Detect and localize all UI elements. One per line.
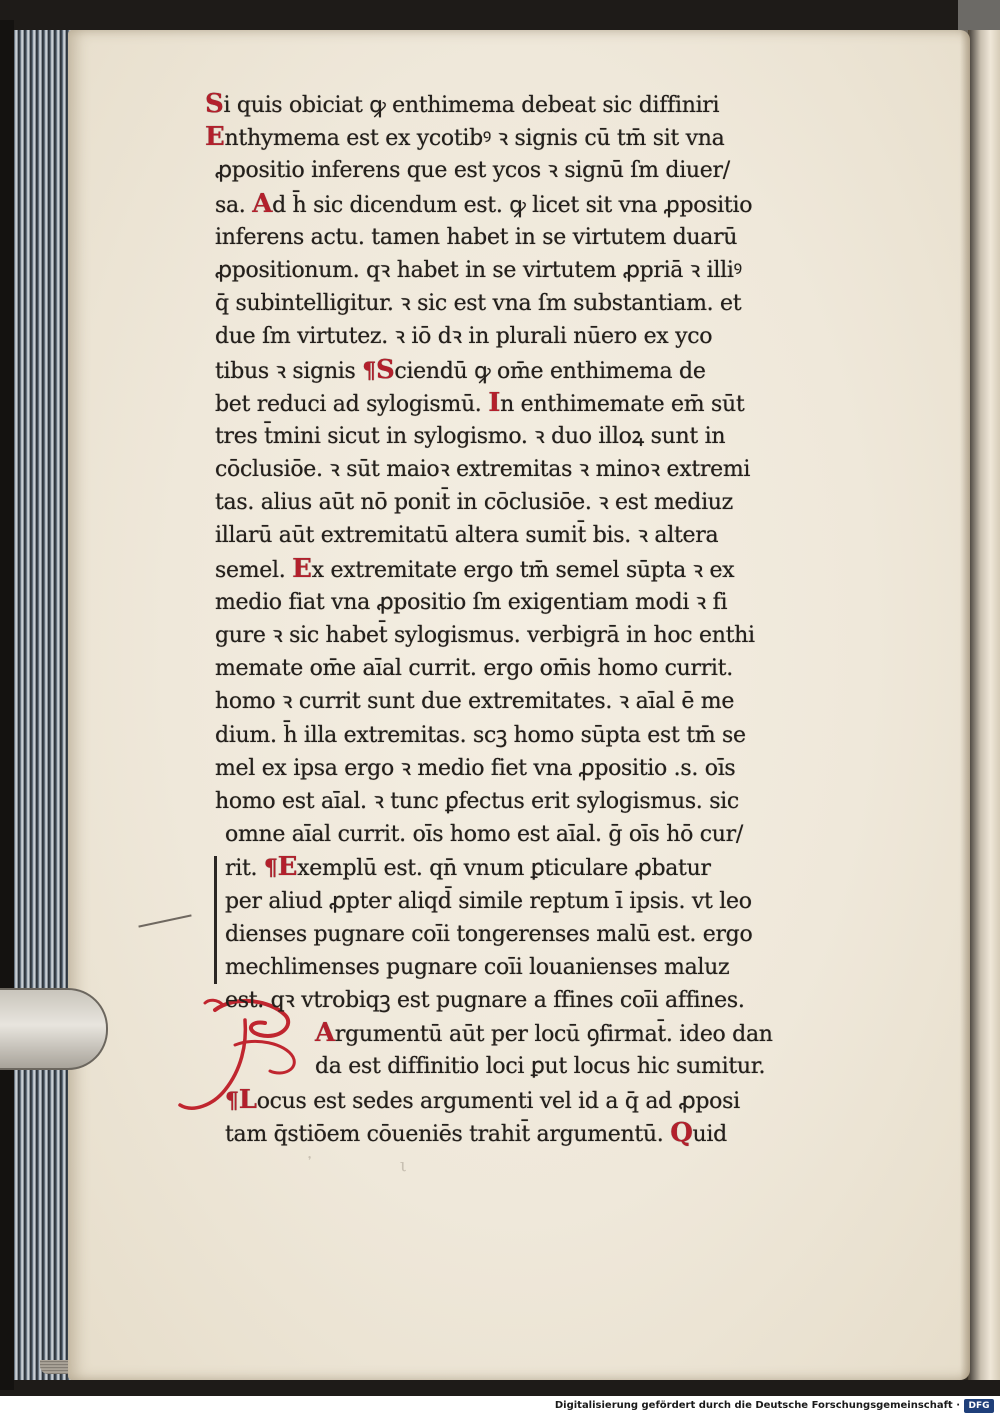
text-line (205, 154, 845, 187)
text-line (205, 287, 845, 320)
line-text: cōclusiōe. ꝛ sūt maioꝛ extremitas ꝛ minoꝛ extremi (215, 457, 751, 483)
text-line (205, 453, 845, 486)
line-text: i quis obiciat ꝙ enthimema debeat sic diffiniri (223, 93, 720, 118)
rubricated-initial: S (375, 354, 395, 385)
line-text: rit. (225, 856, 264, 882)
text-line (205, 586, 845, 619)
rubricated-initial: L (238, 1084, 257, 1115)
line-text: q̄ subintelligitur. ꝛ sic est vna ſm substantiam. et (215, 291, 742, 317)
line-text: dienses pugnare coīi tongerenses malū est. ergo (225, 921, 753, 947)
right-page-edge (968, 30, 1000, 1380)
line-text: mel ex ipsa ergo ꝛ medio fiet vna ꝓpositio .s. oīs (215, 755, 736, 781)
line-text: rgumentū aūt per locū ꝯfirmat̄. ideo dan (334, 1022, 773, 1048)
line-text: dium. h̄ illa extremitas. scꝫ homo sūpta est tm̄ se (215, 722, 746, 748)
rubricated-initial: A (252, 188, 273, 219)
line-text: d h̄ sic dicendum est. ꝙ licet sit vna ꝓpositio (272, 192, 753, 218)
line-text: homo ꝛ currit sunt due extremitates. ꝛ aīal ē me (215, 689, 735, 715)
text-line (205, 951, 845, 984)
text-line (205, 188, 845, 221)
line-text: est. qꝛ vtrobiqꝫ est pugnare a ffines coīi affines. (225, 988, 745, 1014)
paragraph-mark: ¶ (263, 855, 278, 882)
text-line (205, 254, 845, 287)
text-line (205, 851, 845, 884)
line-text: tam q̄stiōem cōueniēs trahit̄ argumentū. (225, 1121, 671, 1147)
funding-credit: Digitalisierung gefördert durch die Deutsche Forschungsgemeinschaft · (554, 1400, 960, 1411)
line-text-continued: n enthimemate em̄ sūt (500, 391, 745, 417)
line-text: inferens actu. tamen habet in se virtutem duarū (215, 224, 738, 250)
line-text-continued: x extremitate ergo tm̄ semel sūpta ꝛ ex (311, 557, 735, 583)
line-text: homo est aīal. ꝛ tunc ꝑfectus erit sylogismus. sic (215, 788, 739, 814)
text-line (205, 1050, 845, 1083)
footer-bar (0, 1396, 1000, 1418)
text-line (205, 984, 845, 1017)
line-text: gure ꝛ sic habet̄ sylogismus. verbigrā in hoc enthi (215, 623, 755, 648)
text-line (205, 221, 845, 254)
text-line (205, 1117, 845, 1150)
text-line (205, 818, 845, 851)
left-cover-board (0, 20, 14, 1390)
line-text: ocus est sedes argumenti vel id a q̄ ad ꝓposi (256, 1088, 740, 1114)
line-text-continued: uid (692, 1121, 727, 1147)
faint-show-through: ᾿ ι (305, 1155, 447, 1176)
text-line (205, 652, 845, 685)
text-block (205, 88, 845, 1150)
text-line (205, 121, 845, 154)
line-text: tres t̄mini sicut in sylogismo. ꝛ duo illoꝝ sunt in (215, 423, 726, 449)
text-line (205, 486, 845, 519)
text-line (205, 752, 845, 785)
line-text: illarū aūt extremitatū altera sumit̄ bis. ꝛ altera (215, 523, 719, 549)
dfg-logo-icon: DFG (964, 1399, 994, 1413)
line-text: ꝓpositionum. qꝛ habet in se virtutem ꝓpriā ꝛ illiꝰ (215, 257, 742, 283)
text-line (205, 685, 845, 718)
paper-gutter-shadow (960, 30, 970, 1380)
line-text: ꝓpositio inferens que est ycos ꝛ signū ſm diuer/ (215, 158, 730, 184)
text-line (205, 519, 845, 552)
line-text: nthymema est ex ycotibꝰ ꝛ signis cū tm̄ sit vna (224, 126, 725, 152)
text-line (205, 320, 845, 353)
text-line (205, 354, 845, 387)
line-text: mechlimenses pugnare coīi louanienses maluz (225, 954, 730, 980)
text-line (205, 553, 845, 586)
text-line (205, 885, 845, 918)
rubricated-initial: Q (670, 1117, 693, 1148)
rubricated-initial: S (205, 89, 224, 119)
line-text: semel. (215, 557, 293, 583)
line-text: per aliud ꝓpter aliqd̄ simile reptum ī ipsis. vt leo (225, 888, 752, 914)
rubricated-initial: E (205, 122, 225, 153)
text-line (205, 1017, 845, 1050)
line-text: tibus ꝛ signis (215, 358, 363, 384)
book-clip (0, 988, 108, 1070)
rubricated-initial: I (488, 387, 501, 418)
rubricated-initial: A (315, 1018, 335, 1049)
text-line (205, 387, 845, 420)
text-line (205, 1084, 845, 1117)
text-line (205, 619, 845, 652)
paragraph-mark: ¶ (362, 357, 376, 384)
line-text-continued: xemplū est. qn̄ vnum ꝑticulare ꝓbatur (297, 856, 711, 882)
line-text: omne aīal currit. oīs homo est aīal. ḡ oīs hō cur/ (225, 822, 743, 848)
paragraph-mark: ¶ (225, 1087, 239, 1114)
rubricated-initial: E (292, 553, 312, 584)
line-text: tas. alius aūt nō ponit̄ in cōclusiōe. ꝛ est mediuz (215, 490, 733, 516)
text-line (205, 918, 845, 951)
text-line (205, 785, 845, 818)
line-text-continued: ciendū ꝙ om̄e enthimema de (394, 358, 706, 384)
text-line (205, 719, 845, 752)
line-text: da est diffinitio loci ꝑut locus hic sumitur. (315, 1054, 766, 1080)
text-line (205, 88, 845, 121)
line-prefix: sa. (215, 192, 253, 218)
text-line (205, 420, 845, 453)
rubricated-initial: E (277, 852, 298, 883)
line-text: due ſm virtutez. ꝛ iō dꝛ in plurali nūero ex yco (215, 324, 713, 350)
line-text: bet reduci ad sylogismū. (215, 391, 489, 417)
line-text: medio fiat vna ꝓpositio ſm exigentiam modi ꝛ fi (215, 589, 728, 615)
line-text: memate om̄e aīal currit. ergo om̄is homo currit. (215, 656, 733, 682)
